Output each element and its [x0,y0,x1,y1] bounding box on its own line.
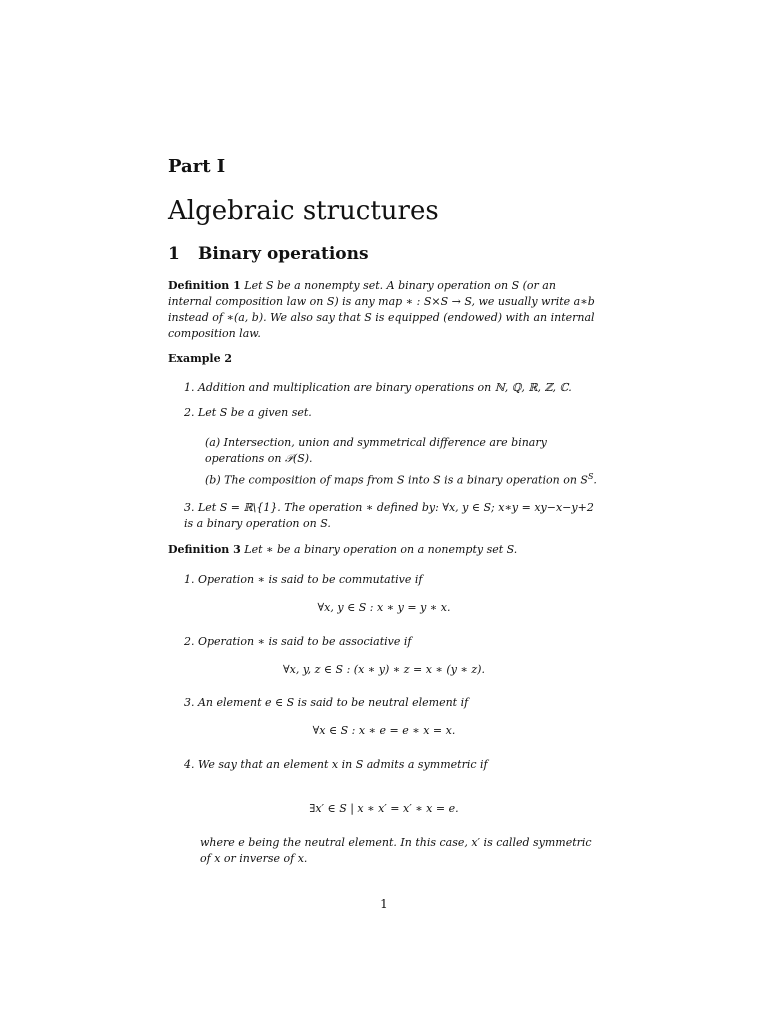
equation-associative: ∀x, y, z ∈ S : (x ∗ y) ∗ z = x ∗ (y ∗ z). [283,663,485,676]
equation-commutative: ∀x, y ∈ S : x ∗ y = y ∗ x. [317,601,451,614]
example-2-item-2b-text: (b) The composition of maps from S into S is a binary operation on S [205,473,588,487]
definition-1-label: Definition 1 [168,279,241,292]
definition-3-intro: Let ∗ be a binary operation on a nonempty set S. [244,543,518,556]
definition-3 [168,543,517,556]
example-2-item-2: 2. Let S be a given set. [184,406,312,419]
definition-3-item-2: 2. Operation ∗ is said to be associative if [184,635,412,648]
definition-3-item-4: 4. We say that an element x in S admits a symmetric if [184,758,488,771]
page-number: 1 [380,897,388,911]
section-heading [168,244,369,264]
chapter-title: Algebraic structures [168,196,439,226]
example-2-item-3: 3. Let S = ℝ\{1}. The operation ∗ defined by: ∀x, y ∈ S; x∗y = xy−x−y+2 is a binary operation on S. [184,501,594,530]
example-2-item-2b-end: . [593,473,597,487]
definition-1 [168,278,600,342]
part-heading: Part I [168,156,226,177]
equation-neutral: ∀x ∈ S : x ∗ e = e ∗ x = x. [312,724,456,737]
definition-3-label: Definition 3 [168,543,241,556]
equation-symmetric: ∃x′ ∈ S | x ∗ x′ = x′ ∗ x = e. [309,802,459,815]
section-title: Binary operations [198,244,369,264]
example-2-item-2a: (a) Intersection, union and symmetrical difference are binary operations on 𝒫(S). [205,436,547,465]
example-2-item-2b [205,472,597,487]
definition-3-item-1: 1. Operation ∗ is said to be commutative if [184,573,423,586]
definition-1-text: Let S be a nonempty set. A binary operation on S (or an internal composition law on S) is any map ∗ : S×S → S, we usually write a∗b instead of ∗(a, b). We also say that S is equipped (endowed) with an internal composition law. [168,279,595,340]
example-2-item-1: 1. Addition and multiplication are binary operations on ℕ, ℚ, ℝ, ℤ, ℂ. [184,381,572,394]
section-number: 1 [168,244,180,264]
example-2-label: Example 2 [168,352,233,365]
example-2-item-2b-sup: S [587,472,594,481]
definition-3-item-3: 3. An element e ∈ S is said to be neutral element if [184,696,469,709]
definition-3-note: where e being the neutral element. In this case, x′ is called symmetric of x or inverse of x. [200,836,592,865]
